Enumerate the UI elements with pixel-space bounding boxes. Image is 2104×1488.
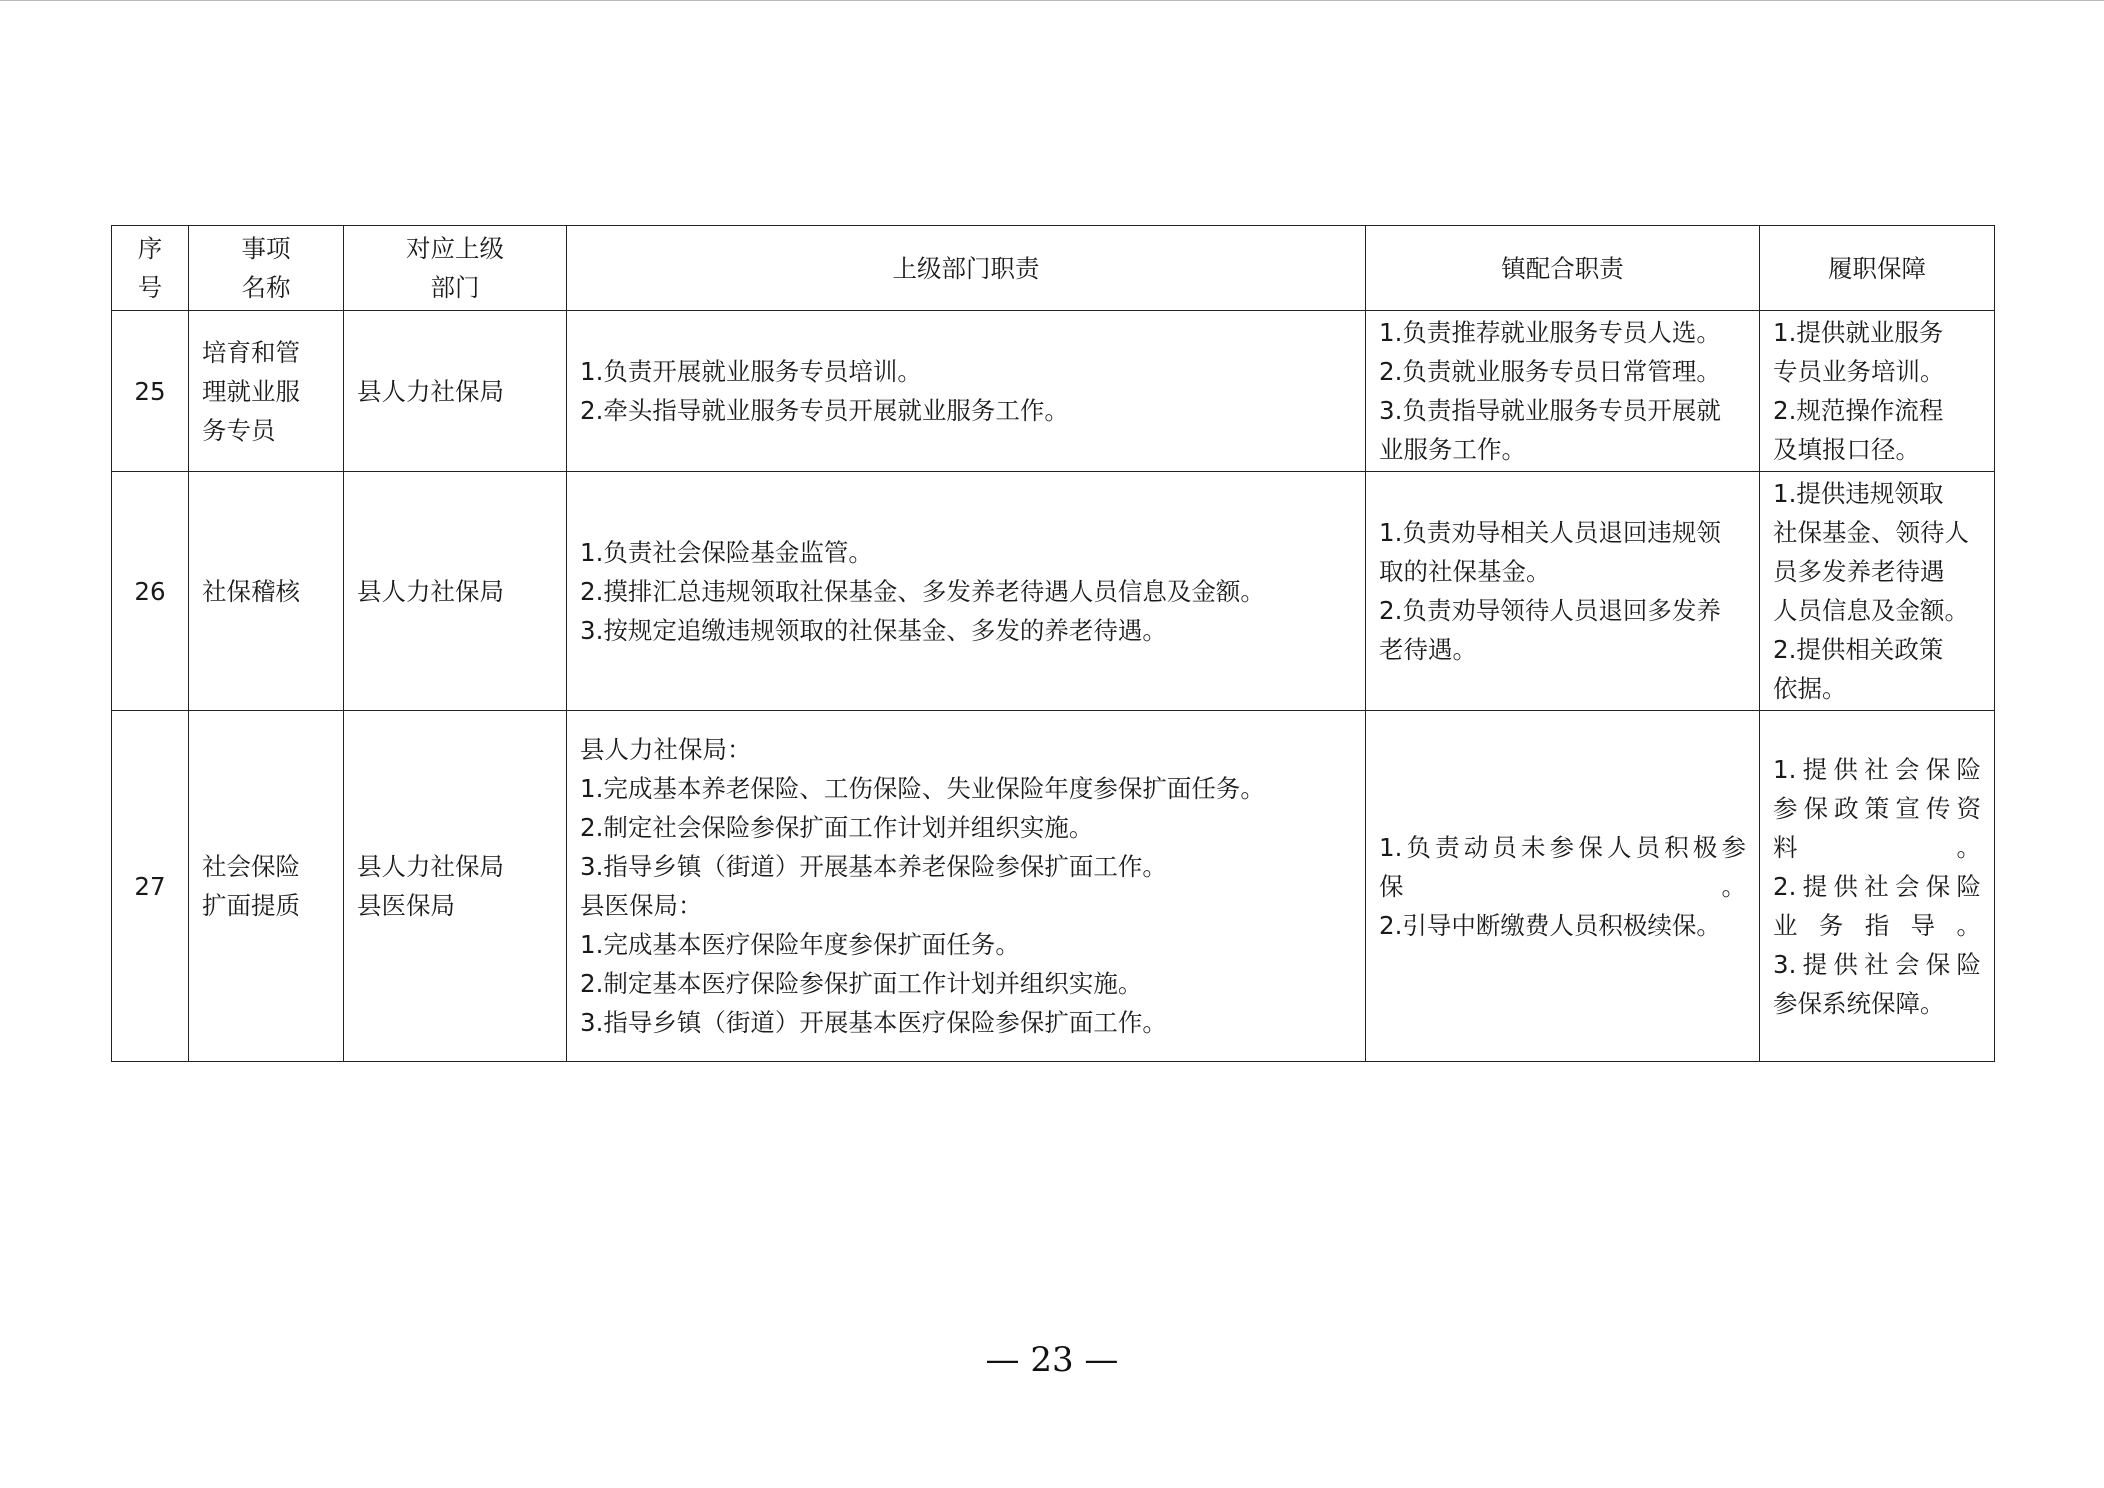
- upper-duty-line: 3.指导乡镇（街道）开展基本医疗保险参保扩面工作。: [580, 1008, 1167, 1037]
- row-number: 25: [112, 311, 189, 472]
- guarantee-line: 2.规范操作流程: [1773, 396, 1944, 425]
- guarantee-line: 参保政策宣传资: [1773, 793, 1981, 823]
- guarantee-line: 1.提供社会保险: [1773, 754, 1981, 784]
- upper-duty-line: 1.完成基本养老保险、工伤保险、失业保险年度参保扩面任务。: [580, 774, 1265, 803]
- upper-department: [344, 711, 567, 1062]
- guarantee-line: 及填报口径。: [1773, 435, 1920, 464]
- guarantee-line: 料。: [1773, 832, 1981, 862]
- row-number: 26: [112, 472, 189, 711]
- town-duty-line: 业服务工作。: [1379, 435, 1526, 464]
- upper-duty-line: 3.指导乡镇（街道）开展基本养老保险参保扩面工作。: [580, 852, 1167, 881]
- upper-department-line: 县人力社保局: [357, 376, 504, 406]
- item-name: [189, 472, 344, 711]
- page-number: — 23 —: [985, 1340, 1119, 1380]
- guarantee-line: 1.提供违规领取: [1773, 479, 1944, 508]
- upper-duty: [567, 711, 1366, 1062]
- town-duty-line: 1.负责动员未参保人员积极参: [1379, 832, 1746, 862]
- header-upper-duty: 上级部门职责: [567, 226, 1366, 311]
- table-row: [112, 311, 1995, 472]
- town-duty: [1366, 311, 1760, 472]
- header-no: 序 号: [112, 226, 189, 311]
- town-duty-line: 老待遇。: [1379, 635, 1477, 664]
- upper-duty-line: 1.负责社会保险基金监管。: [580, 537, 873, 567]
- guarantee-line: 员多发养老待遇: [1773, 557, 1945, 586]
- guarantee-line: 专员业务培训。: [1773, 357, 1945, 386]
- row-number: 27: [112, 711, 189, 1062]
- guarantee-line: 参保系统保障。: [1773, 988, 1945, 1018]
- town-duty-line: 2.引导中断缴费人员积极续保。: [1379, 910, 1721, 940]
- item-name-line: 理就业服: [202, 376, 300, 406]
- header-upper-dept: 对应上级 部门: [344, 226, 567, 311]
- town-duty: [1366, 711, 1760, 1062]
- upper-duty-line: 2.制定基本医疗保险参保扩面工作计划并组织实施。: [580, 969, 1143, 998]
- upper-department: [344, 472, 567, 711]
- guarantee-line: 业务指导。: [1773, 910, 1981, 940]
- table-row: [112, 472, 1995, 711]
- town-duty-line: 3.负责指导就业服务专员开展就: [1379, 396, 1721, 425]
- town-duty: [1366, 472, 1760, 711]
- upper-duty-line: 1.完成基本医疗保险年度参保扩面任务。: [580, 930, 1020, 959]
- upper-duty-line: 3.按规定追缴违规领取的社保基金、多发的养老待遇。: [580, 615, 1167, 645]
- header-guarantee: 履职保障: [1760, 226, 1995, 311]
- town-duty-line: 取的社保基金。: [1379, 557, 1551, 586]
- upper-duty-line: 县人力社保局：: [580, 735, 752, 764]
- header-town-duty: 镇配合职责: [1366, 226, 1760, 311]
- guarantee-line: 2.提供社会保险: [1773, 871, 1981, 901]
- town-duty-line: 保。: [1379, 871, 1746, 901]
- upper-duty: [567, 472, 1366, 711]
- table-row: [112, 711, 1995, 1062]
- upper-duty-line: 2.摸排汇总违规领取社保基金、多发养老待遇人员信息及金额。: [580, 576, 1265, 606]
- upper-duty-line: 2.牵头指导就业服务专员开展就业服务工作。: [580, 396, 1069, 425]
- guarantee: [1760, 311, 1995, 472]
- item-name-line: 社保稽核: [202, 576, 300, 606]
- top-border-line: [0, 0, 2104, 1]
- guarantee-line: 1.提供就业服务: [1773, 318, 1944, 347]
- guarantee-line: 人员信息及金额。: [1773, 596, 1969, 625]
- upper-department-line: 县人力社保局: [357, 852, 504, 881]
- guarantee-line: 3.提供社会保险: [1773, 949, 1981, 979]
- town-duty-line: 2.负责劝导领待人员退回多发养: [1379, 596, 1721, 625]
- upper-department-line: 县医保局: [357, 891, 455, 920]
- upper-duty-line: 1.负责开展就业服务专员培训。: [580, 357, 922, 386]
- guarantee-line: 依据。: [1773, 674, 1847, 703]
- upper-duty-line: 县医保局：: [580, 891, 703, 920]
- upper-department-line: 县人力社保局: [357, 576, 504, 606]
- upper-department: [344, 311, 567, 472]
- guarantee: [1760, 711, 1995, 1062]
- town-duty-line: 1.负责劝导相关人员退回违规领: [1379, 518, 1721, 547]
- header-row: [112, 226, 1995, 311]
- town-duty-line: 1.负责推荐就业服务专员人选。: [1379, 318, 1721, 347]
- item-name-line: 扩面提质: [202, 891, 300, 920]
- item-name-line: 社会保险: [202, 852, 300, 881]
- guarantee: [1760, 472, 1995, 711]
- item-name: [189, 311, 344, 472]
- guarantee-line: 社保基金、领待人: [1773, 518, 1969, 547]
- duty-table: [111, 225, 1995, 1062]
- item-name: [189, 711, 344, 1062]
- item-name-line: 务专员: [202, 415, 276, 445]
- town-duty-line: 2.负责就业服务专员日常管理。: [1379, 357, 1721, 386]
- guarantee-line: 2.提供相关政策: [1773, 635, 1944, 664]
- upper-duty-line: 2.制定社会保险参保扩面工作计划并组织实施。: [580, 813, 1094, 842]
- header-item-name: 事项 名称: [189, 226, 344, 311]
- item-name-line: 培育和管: [202, 337, 300, 367]
- upper-duty: [567, 311, 1366, 472]
